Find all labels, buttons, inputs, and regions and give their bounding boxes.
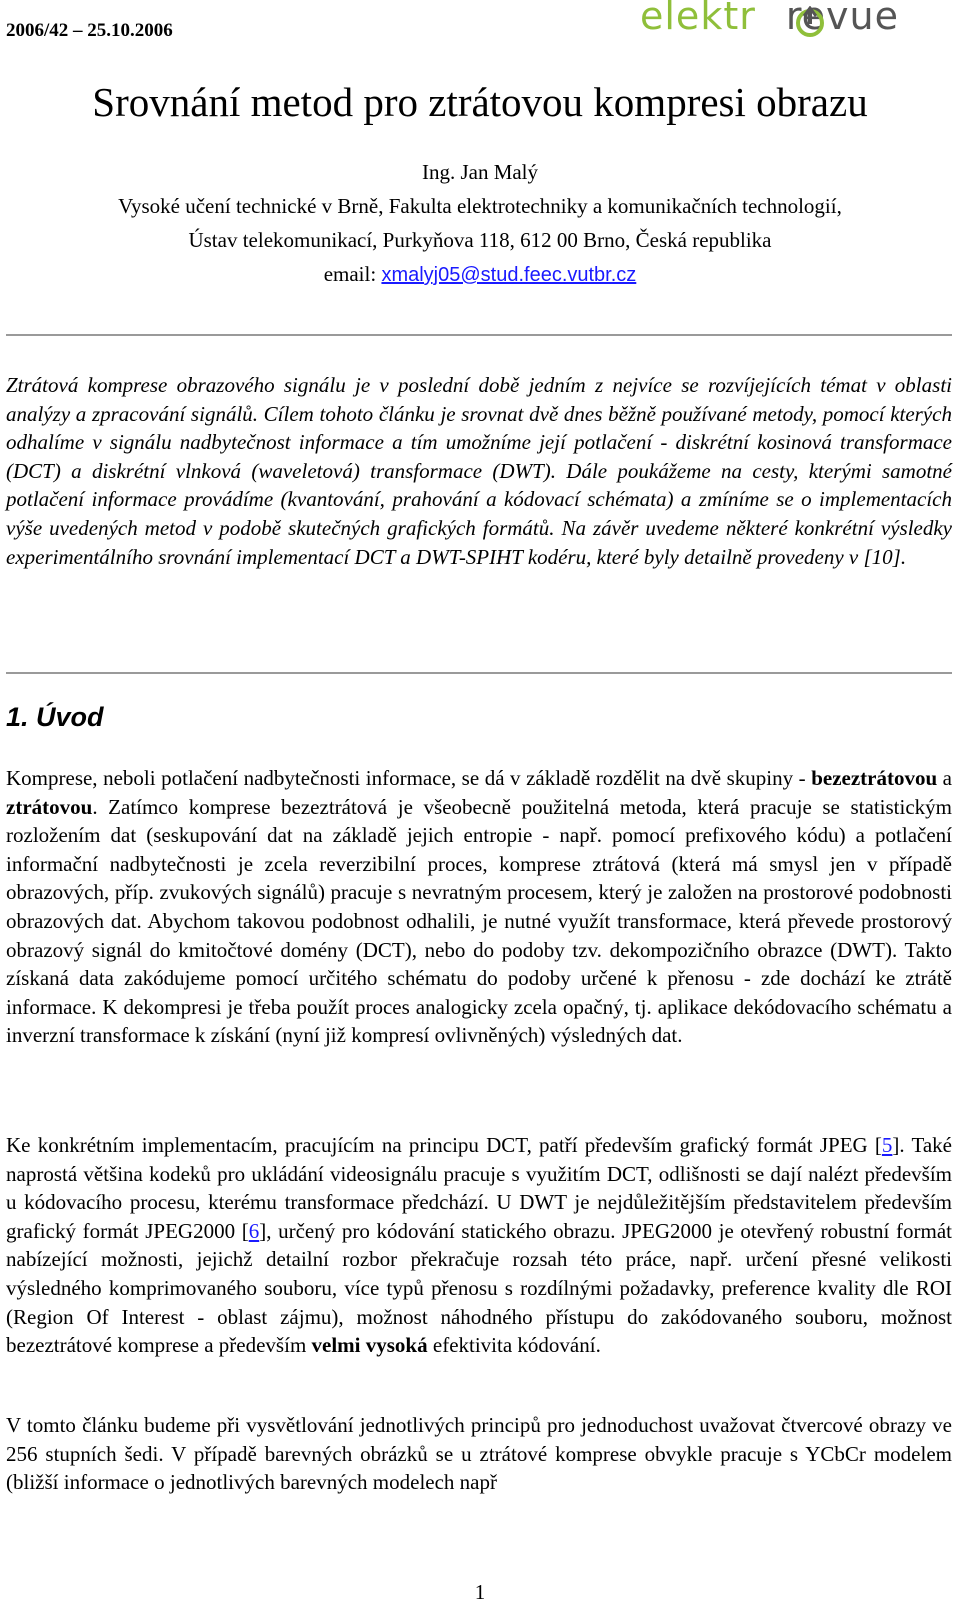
intro-paragraph-3: V tomto článku budeme při vysvětlování jednotlivých principů pro jednoduchost uvažovat čtvercové obrazy ve 256 stupních šedi. V případě barevných obrázků se u ztrátové komprese obvykle pracuje s YCbCr modelem (bližší informace o jednotlivých barevných modelech např (6, 1413, 952, 1495)
affiliation-line-1: Vysoké učení technické v Brně, Fakulta elektrotechniky a komunikačních technologií, (118, 194, 842, 218)
page-number: 1 (474, 1580, 486, 1604)
intro-paragraph-2: Ke konkrétním implementacím, pracujícím na principu DCT, patří především grafický formát JPEG [5]. Také naprostá většina kodeků pro ukládání videosignálu pracuje s využitím DCT, odlišnosti se dají nalézt především u kódovacího procesu, kterému transformace předchází. U DWT je nejdůležitějším představitelem především grafický formát JPEG2000 [6], určený pro kódování statického obrazu. JPEG2000 je otevřený robustní formát nabízející možnosti, jejichž detailní rozbor překračuje rozsah této práce, např. určení přesné velikosti výsledného komprimovaného souboru, více typů přenosu s rozdílnými požadavky, preference kvality dle ROI (Region Of Interest - oblast zájmu), možnost náhodného přístupu do zakódovaného souboru, možnost bezeztrátové komprese a především velmi vysoká efektivita kódování. (6, 1133, 952, 1358)
elektrorevue-logo (640, 0, 952, 44)
author-name: Ing. Jan Malý (421, 160, 539, 184)
reference-link-6[interactable]: 6 (248, 1218, 260, 1243)
logo-text: elektr revue (640, 0, 899, 38)
author-email: email: xmalyj05@stud.feec.vutbr.cz (323, 262, 637, 286)
issue-date: 2006/42 – 25.10.2006 (6, 20, 173, 41)
divider-top (6, 334, 952, 336)
abstract: Ztrátová komprese obrazového signálu je v poslední době jedním z nejvíce se rozvíjejících témat v oblasti analýzy a zpracování signálů. Cílem tohoto článku je srovnat dvě dnes běžně používané metody, pomocí kterých odhalíme v signálu nadbytečnost informace a tím umožníme její potlačení - diskrétní kosinová transformace (DCT) a diskrétní vlnková (waveletová) transformace (DWT). Dále poukážeme na cesty, kterými samotné potlačení informace provádíme (kvantování, prahování a kódovací schémata) a zmíníme se o implementacích výše uvedených metod v podobě skutečných grafických formátů. Na závěr uvedeme některé konkrétní výsledky experimentálního srovnání implementací DCT a DWT-SPIHT kodéru, které byly detailně provedeny v [10]. (6, 373, 952, 569)
email-link[interactable]: xmalyj05@stud.feec.vutbr.cz (381, 264, 637, 286)
reference-link-5[interactable]: 5 (881, 1133, 893, 1157)
section-heading: 1. Úvod (6, 702, 104, 732)
paper-title: Srovnání metod pro ztrátovou kompresi obrazu (92, 79, 868, 125)
affiliation-line-2: Ústav telekomunikací, Purkyňova 118, 612 00 Brno, Česká republika (188, 228, 772, 252)
divider-bottom (6, 672, 952, 674)
intro-paragraph-1: Komprese, neboli potlačení nadbytečnosti informace, se dá v základě rozdělit na dvě skupiny - bezeztrátovou a ztrátovou. Zatímco komprese bezeztrátová je všeobecně použitelná metoda, která pracuje se statistickým rozložením dat (seskupování dat na základě jejich entropie - např. pomocí prefixového kódu) a potlačení informační nadbytečnosti je zcela reverzibilní proces, komprese ztrátová (která má smysl jen v případě obrazových, příp. zvukových signálů) pracuje s nevratným procesem, který je založen na prostorové podobnosti obrazových dat. Abychom takovou podobnost odhalili, je nutné využít transformace, která převede prostorový obrazový signál do kmitočtové domény (DCT), nebo do podoby tzv. dekompozičního obrazce (DWT). Takto získaná data zakódujeme pomocí určitého schématu do podoby určené k přenosu - zde dochází ke ztrátě informace. K dekompresi je třeba použít proces analogicky zcela opačný, tj. aplikace dekódovacího schématu a inverzní transformace k získání (nyní již kompresí ovlivněných) výsledných dat. (6, 766, 952, 1048)
logo-arrow-icon (790, 6, 830, 38)
